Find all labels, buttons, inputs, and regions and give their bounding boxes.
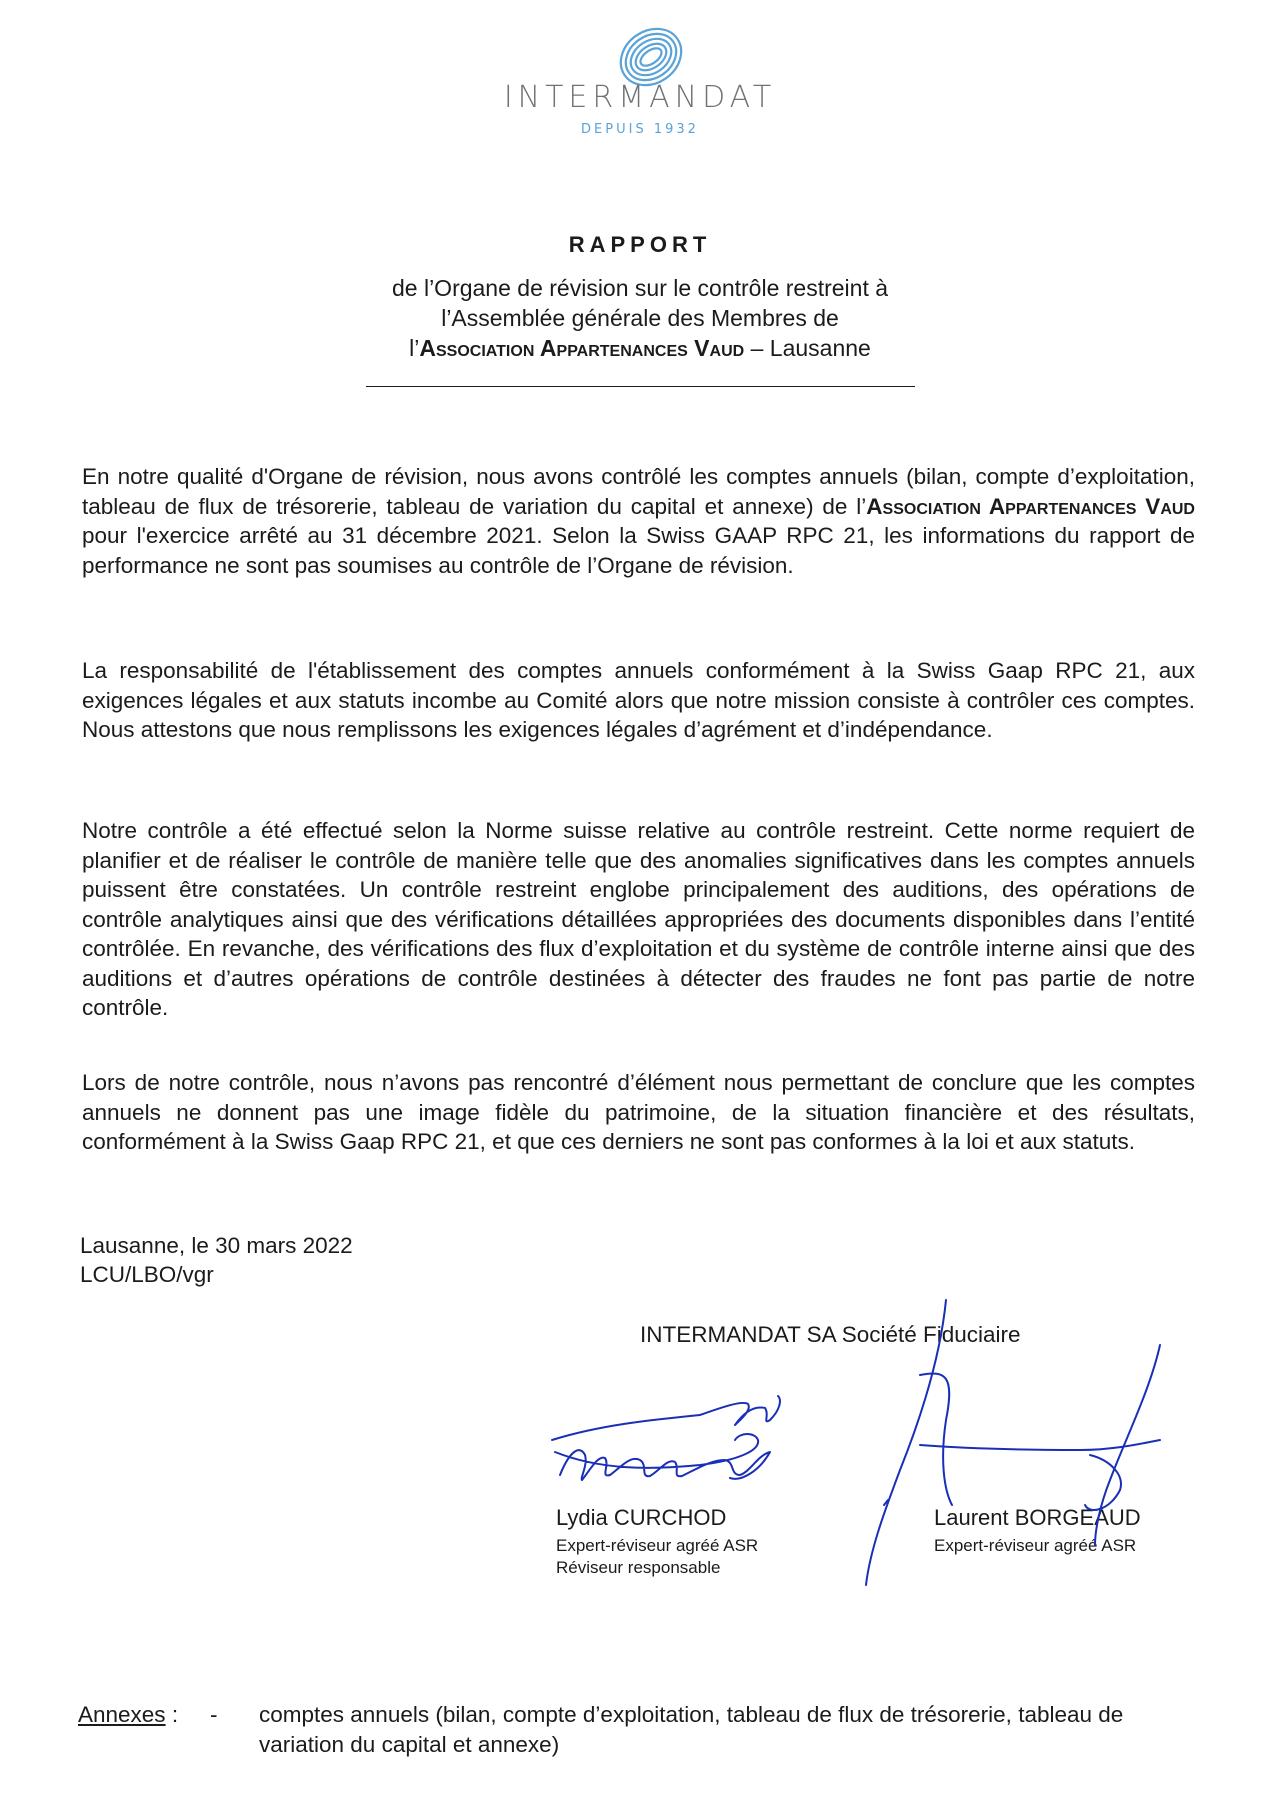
- signatory-1-name: Lydia CURCHOD: [556, 1505, 727, 1530]
- paragraph-1-end: pour l'exercice arrêté au 31 décembre 2021. Selon la Swiss GAAP RPC 21, les informations du rapport de performance ne sont pas soumises au contrôle de l’Organe de révision.: [82, 523, 1195, 578]
- subtitle-suffix: – Lausanne: [744, 335, 871, 361]
- signatory-2-title: Expert-réviseur agréé ASR: [934, 1536, 1137, 1555]
- firm-name: INTERMANDAT SA Société Fiduciaire: [640, 1322, 1021, 1347]
- logo-wordmark: INTERMANDAT: [503, 80, 777, 115]
- paragraph-1: [82, 462, 1195, 580]
- subtitle-line-3: [300, 335, 980, 362]
- subtitle-prefix: l’: [409, 335, 420, 361]
- paragraph-2: La responsabilité de l'établissement des comptes annuels conformément à la Swiss Gaap RPC 21, aux exigences légales et aux statuts incombe au Comité alors que notre mission consiste à contrôler ces comptes. Nous attestons que nous remplissons les exigences légales d’agrément et d’indépendance.: [82, 658, 1195, 742]
- subtitle-line-2: l’Assemblée générale des Membres de: [441, 305, 839, 331]
- annex-separator: :: [165, 1702, 179, 1727]
- signatory-1-role: Réviseur responsable: [556, 1558, 721, 1577]
- place-date: Lausanne, le 30 mars 2022: [80, 1233, 353, 1258]
- reference: LCU/LBO/vgr: [80, 1262, 214, 1287]
- subtitle-line-1: de l’Organe de révision sur le contrôle restreint à: [391, 275, 889, 301]
- paragraph-1-start: En notre qualité d'Organe de révision, nous avons contrôlé les comptes annuels (bilan, compte d’exploitation, tableau de flux de trésorerie, tableau de variation du capital et annexe) de l’: [82, 464, 1195, 519]
- annex-text: comptes annuels (bilan, compte d’exploitation, tableau de flux de trésorerie, tableau de variation du capital et annexe): [259, 1702, 1124, 1757]
- signatory-2-name: Laurent BORGEAUD: [934, 1505, 1141, 1530]
- annex-label-group: [78, 1700, 178, 1729]
- logo-tagline: DEPUIS 1932: [581, 122, 699, 137]
- paragraph-1-association: Association Appartenances Vaud: [866, 493, 1195, 519]
- association-name: Association Appartenances Vaud: [419, 335, 745, 361]
- paragraph-4: Lors de notre contrôle, nous n’avons pas rencontré d’élément nous permettant de conclure que les comptes annuels ne donnent pas une image fidèle du patrimoine, de la situation financière et des résultats, conformément à la Swiss Gaap RPC 21, et que ces derniers ne sont pas conformes à la loi et aux statuts.: [82, 1070, 1195, 1154]
- signatory-1-title: Expert-réviseur agréé ASR: [556, 1536, 759, 1555]
- signature-curchod: [552, 1396, 780, 1480]
- title-divider: [366, 386, 915, 387]
- paragraph-3: Notre contrôle a été effectué selon la Norme suisse relative au contrôle restreint. Cette norme requiert de planifier et de réaliser le contrôle de manière telle que des anomalies significatives dans les comptes annuels puissent être constatées. Un contrôle restreint englobe principalement des auditions, des opérations de contrôle analytiques ainsi que des vérifications détaillées appropriées des documents disponibles dans l’entité contrôlée. En revanche, des vérifications des flux d’exploitation et du système de contrôle interne ainsi que des auditions et d’autres opérations de contrôle destinées à détecter des fraudes ne font pas partie de notre contrôle.: [82, 818, 1195, 1020]
- annex-label: Annexes: [78, 1702, 166, 1727]
- annex-bullet: -: [210, 1702, 218, 1727]
- report-title: RAPPORT: [568, 232, 712, 257]
